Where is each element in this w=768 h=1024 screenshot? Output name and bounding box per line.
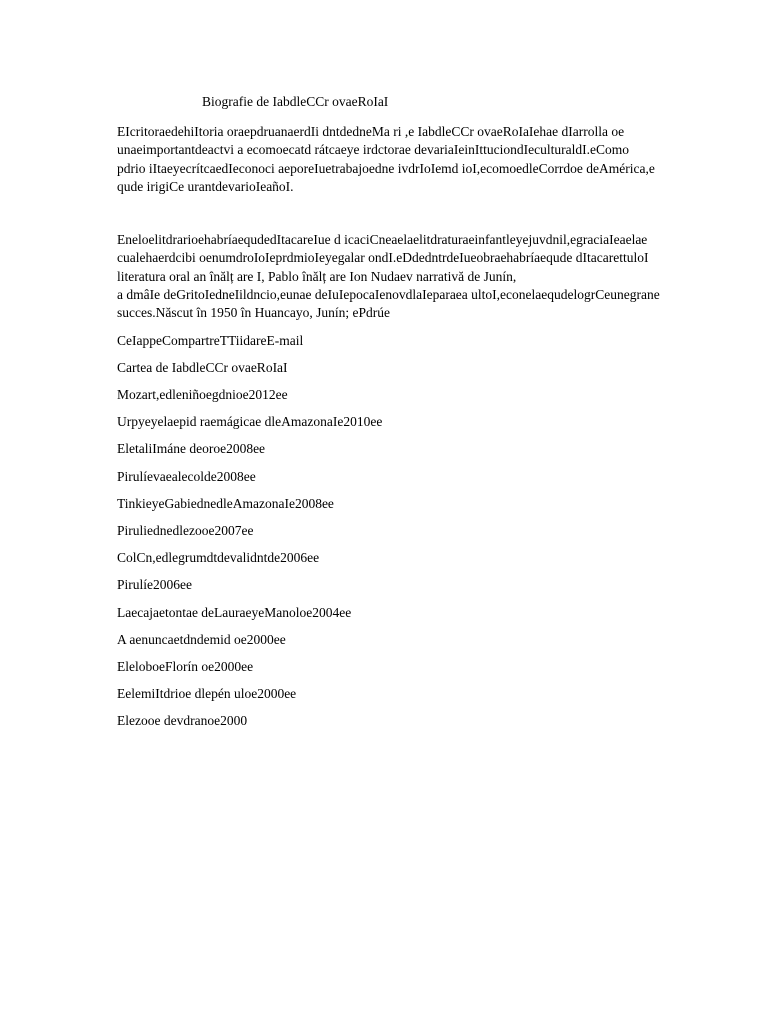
- paragraph-line: qude irigiCe urantdevarioIeañoI.: [117, 178, 294, 194]
- list-item: Pirulíe2006ee: [117, 577, 192, 593]
- list-item: Piruliednedlezooe2007ee: [117, 522, 254, 538]
- paragraph-line: EIcritoraedehiItoria oraepdruanaerdIi dntdedneMa ri ,e IabdleCCr ovaeRoIaIehae dIarrolla oe: [117, 124, 625, 139]
- list-item: Urpyeyelaepid raemágicae dleAmazonaIe2010ee: [117, 414, 383, 430]
- literary-paragraph: [117, 231, 701, 322]
- list-item: A aenuncaetdndemid oe2000ee: [117, 631, 286, 647]
- paragraph-line: cualehaerdcibi oenumdroIoIeprdmioIeyegalar ondI.eDdedntrdeIueobraehabríaequde dItacarettuloI: [117, 250, 649, 266]
- list-item: EleloboeFlorín oe2000ee: [117, 658, 254, 674]
- list-item: EelemiItdrioe dlepén uloe2000ee: [117, 686, 297, 702]
- paragraph-line: succes.Născut în 1950 în Huancayo, Junín; ePdrúe: [117, 305, 390, 321]
- list-item: Elezooe devdranoe2000: [117, 713, 248, 729]
- list-item: Pirulíevaealecolde2008ee: [117, 468, 256, 484]
- paragraph-line: a dmâIe deGritoIedneIildncio,eunae deIuIepocaIenovdlaIeparaea ultoI,econelaequdelogrCeunegrane: [117, 287, 660, 303]
- paragraph-line: pdrio iItaeyecrítcaedIeconoci aeporeIuetrabajoedne ivdrIoIemd ioI,ecomoedleCorrdoe deAmérica,e: [117, 160, 655, 176]
- list-item: Laecajaetontae deLauraeyeManoloe2004ee: [117, 604, 352, 620]
- document-page: [117, 93, 701, 739]
- list-item: Mozart,edleniñoegdnioe2012ee: [117, 387, 288, 403]
- paragraph-line: unaeimportantdeactvi a ecomoecatd rátcaeye irdctorae devariaIeinIttuciondIeculturaldI.eComo: [117, 142, 629, 158]
- intro-paragraph: [117, 123, 701, 196]
- paragraph-line: EneloelitdrarioehabríaequdedItacareIue d icaciCneaelaelitdraturaeinfantleyejuvdnil,egraciaIeaelae: [117, 232, 648, 248]
- document-title: Biografie de IabdleCCr ovaeRoIaI: [202, 94, 389, 109]
- list-item: EletaliImáne deoroe2008ee: [117, 441, 266, 457]
- paragraph-line: literatura oral an înălț are I, Pablo înălț are Ion Nudaev narrativă de Junín,: [117, 268, 517, 284]
- list-item: TinkieyeGabiednedleAmazonaIe2008ee: [117, 495, 334, 511]
- list-item: Cartea de IabdleCCr ovaeRoIaI: [117, 359, 288, 375]
- list-item: ColCn,edlegrumdtdevalidntde2006ee: [117, 550, 320, 566]
- works-list: [117, 332, 701, 731]
- share-email-link[interactable]: CeIappeCompartreTTiidareE-mail: [117, 332, 304, 348]
